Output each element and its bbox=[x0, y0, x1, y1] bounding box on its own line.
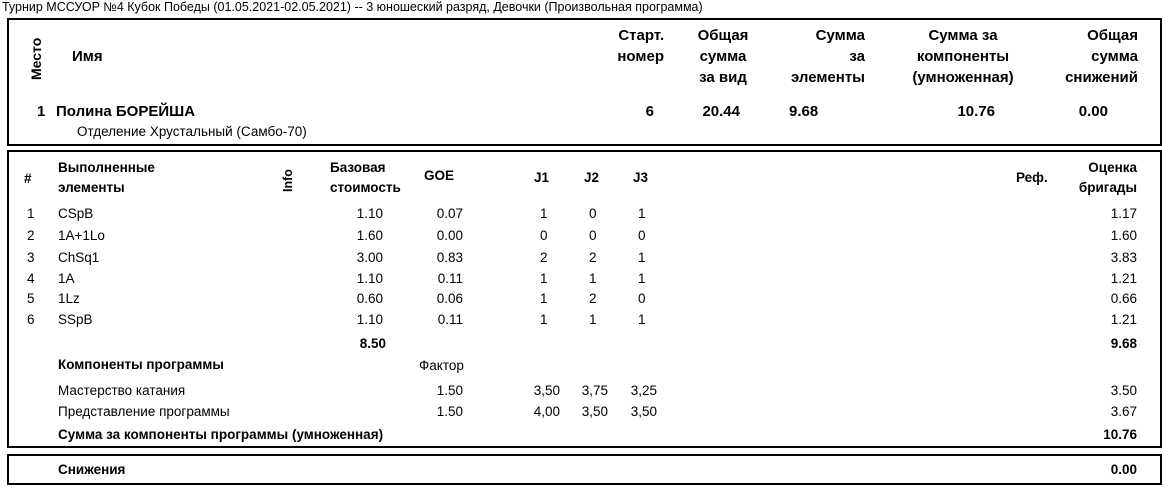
deductions-label: Снижения bbox=[58, 462, 126, 477]
page-title: Турнир МССУОР №4 Кубок Победы (01.05.2021-02.05.2021) -- 3 юношеский разряд, Девочки (Произвольная программа) bbox=[2, 0, 703, 14]
element-j3: 1 bbox=[638, 250, 646, 265]
element-name: 1A bbox=[58, 271, 75, 286]
skater-name: Полина БОРЕЙША bbox=[56, 103, 196, 120]
start-header: Старт. номер bbox=[617, 27, 664, 65]
skater-elements: 9.68 bbox=[789, 103, 819, 120]
elements-base-total: 8.50 bbox=[359, 336, 386, 351]
element-goe: 0.07 bbox=[436, 206, 463, 221]
component-j3: 3,50 bbox=[630, 404, 657, 419]
element-j1: 1 bbox=[540, 312, 548, 327]
element-j3: 0 bbox=[638, 291, 646, 306]
element-goe: 0.11 bbox=[437, 271, 463, 286]
component-j2: 3,75 bbox=[581, 383, 608, 398]
element-score: 0.66 bbox=[1110, 291, 1137, 306]
element-name: 1Lz bbox=[58, 291, 80, 306]
element-j3: 0 bbox=[638, 228, 646, 243]
skater-components: 10.76 bbox=[957, 103, 995, 120]
name-header: Имя bbox=[72, 48, 103, 65]
components-header: Компоненты программы bbox=[58, 357, 224, 372]
skater-total: 20.44 bbox=[702, 103, 740, 120]
element-j2: 2 bbox=[589, 291, 597, 306]
j2-header: J2 bbox=[584, 170, 600, 185]
element-goe: 0.00 bbox=[436, 228, 463, 243]
element-j3: 1 bbox=[638, 206, 646, 221]
element-num: 3 bbox=[27, 250, 35, 265]
element-j2: 0 bbox=[589, 206, 597, 221]
element-j2: 1 bbox=[589, 271, 597, 286]
deductions-box bbox=[7, 454, 1162, 485]
j1-header: J1 bbox=[534, 170, 550, 185]
element-base: 0.60 bbox=[356, 291, 383, 306]
base-header: Базовая стоимость bbox=[330, 160, 401, 195]
element-base: 1.10 bbox=[356, 271, 383, 286]
component-name: Мастерство катания bbox=[58, 383, 186, 398]
deductions-header: Общая сумма снижений bbox=[1065, 27, 1138, 86]
goe-header: GOE bbox=[424, 168, 455, 183]
total-header: Общая сумма за вид bbox=[697, 27, 749, 86]
component-j1: 4,00 bbox=[533, 404, 560, 419]
element-goe: 0.06 bbox=[436, 291, 463, 306]
skater-club: Отделение Хрустальный (Самбо-70) bbox=[77, 124, 307, 139]
element-j1: 1 bbox=[540, 206, 548, 221]
element-goe: 0.11 bbox=[437, 312, 463, 327]
elements-sum-header: Сумма за элементы bbox=[790, 27, 865, 86]
factor-header: Фактор bbox=[419, 358, 464, 373]
element-score: 3.83 bbox=[1110, 250, 1137, 265]
skater-place: 1 bbox=[37, 103, 46, 120]
element-score: 1.60 bbox=[1110, 228, 1137, 243]
element-j3: 1 bbox=[638, 312, 646, 327]
element-num: 2 bbox=[27, 228, 35, 243]
component-j2: 3,50 bbox=[581, 404, 608, 419]
element-name: ChSq1 bbox=[58, 250, 100, 265]
skater-start: 6 bbox=[645, 103, 654, 120]
deductions-score: 0.00 bbox=[1110, 462, 1137, 477]
element-score: 1.17 bbox=[1110, 206, 1137, 221]
j3-header: J3 bbox=[633, 170, 649, 185]
element-base: 1.60 bbox=[356, 228, 383, 243]
element-j2: 1 bbox=[589, 312, 597, 327]
element-score: 1.21 bbox=[1110, 271, 1137, 286]
score-header: Оценка бригады bbox=[1078, 160, 1137, 195]
element-num: 6 bbox=[27, 312, 35, 327]
components-sum-header: Сумма за компоненты (умноженная) bbox=[912, 27, 1014, 86]
components-total-label: Сумма за компоненты программы (умноженная) bbox=[58, 427, 384, 442]
element-j1: 0 bbox=[540, 228, 548, 243]
element-num: 4 bbox=[27, 271, 35, 286]
executed-header: Выполненные элементы bbox=[58, 160, 155, 195]
element-base: 1.10 bbox=[356, 312, 383, 327]
element-base: 3.00 bbox=[356, 250, 383, 265]
element-name: 1A+1Lo bbox=[58, 228, 105, 243]
element-name: SSpB bbox=[58, 312, 93, 327]
element-num: 1 bbox=[27, 206, 35, 221]
element-goe: 0.83 bbox=[436, 250, 463, 265]
elements-score-total: 9.68 bbox=[1110, 336, 1137, 351]
element-base: 1.10 bbox=[356, 206, 383, 221]
component-factor: 1.50 bbox=[436, 383, 463, 398]
element-j1: 1 bbox=[540, 291, 548, 306]
info-header: Info bbox=[281, 169, 295, 192]
ref-header: Реф. bbox=[1016, 170, 1048, 185]
element-j2: 2 bbox=[589, 250, 597, 265]
skater-deductions: 0.00 bbox=[1078, 103, 1108, 120]
element-num: 5 bbox=[27, 291, 35, 306]
component-score: 3.50 bbox=[1110, 383, 1137, 398]
element-j2: 0 bbox=[589, 228, 597, 243]
element-score: 1.21 bbox=[1110, 312, 1137, 327]
num-header: # bbox=[24, 171, 32, 186]
component-j3: 3,25 bbox=[630, 383, 657, 398]
element-j1: 1 bbox=[540, 271, 548, 286]
component-score: 3.67 bbox=[1110, 404, 1137, 419]
element-j3: 1 bbox=[638, 271, 646, 286]
element-name: CSpB bbox=[58, 206, 94, 221]
element-j1: 2 bbox=[540, 250, 548, 265]
component-factor: 1.50 bbox=[436, 404, 463, 419]
place-header: Место bbox=[28, 37, 44, 80]
components-total-score: 10.76 bbox=[1103, 427, 1137, 442]
component-name: Представление программы bbox=[58, 404, 230, 419]
component-j1: 3,50 bbox=[533, 383, 560, 398]
